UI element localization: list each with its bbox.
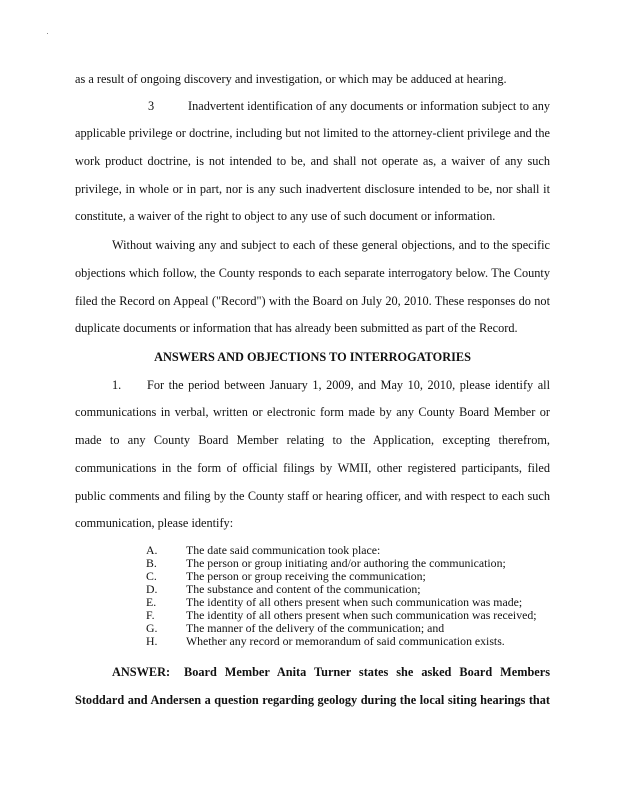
- paragraph-continuation: as a result of ongoing discovery and investigation, or which may be adduced at hearing.: [75, 72, 507, 86]
- paragraph-number: 3: [148, 99, 155, 113]
- paragraph-3-line-2: applicable privilege or doctrine, including but not limited to the attorney-client privilege and the: [75, 126, 550, 140]
- list-item-letter: C.: [146, 569, 157, 583]
- list-item: [146, 635, 505, 648]
- answer-label: ANSWER:: [112, 665, 171, 679]
- general-objections-line-4: duplicate documents or information that has already been submitted as part of the Record.: [75, 321, 518, 335]
- general-objections-line-3: filed the Record on Appeal ("Record") with the Board on July 20, 2010. These responses do not: [75, 294, 550, 308]
- list-item-text: The person or group receiving the communication;: [186, 569, 426, 583]
- paragraph-3-line-4: privilege, in whole or in part, nor is any such inadvertent disclosure intended to be, nor shall it: [75, 182, 550, 196]
- list-item-text: The manner of the delivery of the communication; and: [186, 621, 445, 635]
- general-objections-line-1: Without waiving any and subject to each of these general objections, and to the specific: [112, 238, 550, 252]
- list-item-letter: F.: [146, 608, 155, 622]
- list-item-letter: B.: [146, 556, 157, 570]
- list-item-text: The identity of all others present when such communication was received;: [186, 608, 537, 622]
- list-item-text: The person or group initiating and/or authoring the communication;: [186, 556, 506, 570]
- section-heading: ANSWERS AND OBJECTIONS TO INTERROGATORIES: [154, 350, 471, 364]
- paragraph-3-line-5: constitute, a waiver of the right to object to any use of such document or information.: [75, 209, 496, 223]
- list-item-letter: G.: [146, 621, 158, 635]
- paragraph-3-line-3: work product doctrine, is not intended to be, and shall not operate as, a waiver of any such: [75, 154, 550, 168]
- list-item-letter: A.: [146, 543, 158, 557]
- interrogatory-line-3: made to any County Board Member relating to the Application, excepting therefrom,: [75, 433, 550, 447]
- interrogatory-line-5: public comments and filing by the County staff or hearing officer, and with respect to each such: [75, 489, 550, 503]
- list-item-letter: H.: [146, 634, 158, 648]
- list-item-letter: D.: [146, 582, 158, 596]
- interrogatory-line-6: communication, please identify:: [75, 516, 234, 530]
- list-item-text: Whether any record or memorandum of said communication exists.: [186, 634, 505, 648]
- interrogatory-number: 1.: [112, 378, 122, 392]
- list-item-text: The identity of all others present when such communication was made;: [186, 595, 523, 609]
- answer-line-2: Stoddard and Andersen a question regarding geology during the local siting hearings that: [75, 693, 550, 707]
- list-item-text: The substance and content of the communication;: [186, 582, 421, 596]
- answer-line-1: Board Member Anita Turner states she asked Board Members: [184, 665, 550, 679]
- general-objections-line-2: objections which follow, the County responds to each separate interrogatory below. The County: [75, 266, 550, 280]
- scan-speck: [47, 33, 48, 34]
- interrogatory-line-4: communications in the form of official filings by WMII, other registered participants, filed: [75, 461, 550, 475]
- interrogatory-line-1: For the period between January 1, 2009, and May 10, 2010, please identify all: [147, 378, 550, 392]
- interrogatory-line-2: communications in verbal, written or electronic form made by any County Board Member or: [75, 405, 550, 419]
- paragraph-3-line-1-text: Inadvertent identification of any documents or information subject to any: [188, 99, 550, 113]
- list-item-letter: E.: [146, 595, 157, 609]
- list-item-text: The date said communication took place:: [186, 543, 381, 557]
